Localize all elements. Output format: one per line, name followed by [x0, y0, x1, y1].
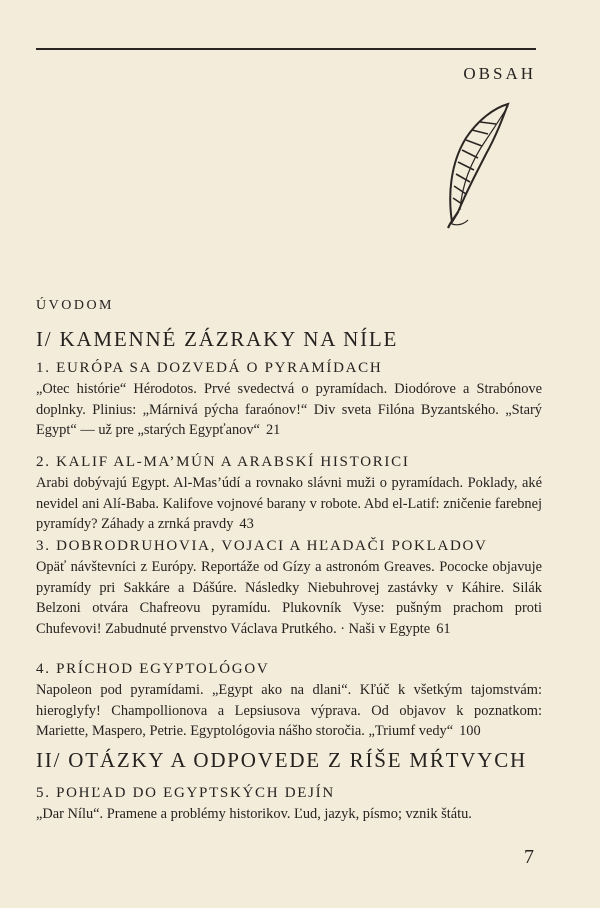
chapter-summary: „Dar Nílu“. Pramene a problémy historikov. Ľud, jazyk, písmo; vznik štátu.	[36, 806, 472, 822]
part-title-1: I/ KAMENNÉ ZÁZRAKY NA NÍLE	[36, 327, 399, 351]
chapter-title: 3. DOBRODRUHOVIA, VOJACI A HĽADAČI POKLADOV	[36, 538, 488, 554]
chapter-title: 1. EURÓPA SA DOZVEDÁ O PYRAMÍDACH	[36, 360, 383, 376]
chapter-summary: Opäť návštevníci z Európy. Reportáže od Gízy a astronóm Greaves. Pococke objavuje pyramídy pri Sakkáre a Dášúre. Následky Niebuhrovej zastávky v Káhire. Silák Belzoni otvára Chafreovu pyramídu. Plukovník Vyse: pušným prachom proti Chufevovi! Zabudnuté prvenstvo Václava Prutkého. · Naši v Egypte 61	[36, 559, 542, 637]
chapter-entry	[36, 538, 542, 639]
chapter-page-number: 100	[459, 723, 481, 740]
chapter-page-number: 43	[239, 516, 254, 533]
chapter-entry	[36, 454, 542, 535]
chapter-entry	[36, 785, 542, 825]
chapter-title: 4. PRÍCHOD EGYPTOLÓGOV	[36, 661, 270, 677]
chapter-entry	[36, 360, 542, 441]
quill-icon	[438, 100, 514, 230]
chapter-title: 2. KALIF AL-MA’MÚN A ARABSKÍ HISTORICI	[36, 454, 410, 470]
chapter-summary: Arabi dobývajú Egypt. Al-Mas’údí a rovnako slávni muži o pyramídach. Poklady, aké nevidel ani Alí-Baba. Kalifove vojnové barany v robote. Abd el-Latif: zničenie farebnej pyramídy? Záhady a zrnká pravdy 43	[36, 475, 542, 533]
chapter-page-number: 61	[436, 620, 451, 637]
page-number: 7	[524, 846, 534, 868]
chapter-page-number: 21	[265, 422, 281, 439]
page-title: OBSAH	[463, 64, 536, 83]
top-rule	[36, 48, 536, 50]
part-title-2: II/ OTÁZKY A ODPOVEDE Z RÍŠE MŔTVYCH	[36, 748, 528, 772]
chapter-title: 5. POHĽAD DO EGYPTSKÝCH DEJÍN	[36, 785, 335, 801]
intro-heading: ÚVODOM	[36, 298, 114, 313]
chapter-summary: „Otec histórie“ Hérodotos. Prvé svedectvá o pyramídach. Diodórove a Strabónove doplnky. Plinius: „Márnivá pýcha faraónov!“ Div sveta Filóna Byzantského. „Starý Egypt“ — už pre „starých Egypťanov“ 21	[36, 381, 542, 439]
chapter-summary: Napoleon pod pyramídami. „Egypt ako na dlani“. Kľúč k všetkým tajomstvám: hieroglyfy! Champollionova a Lepsiusova výprava. Od objavov k poznatkom: Mariette, Maspero, Petrie. Egyptológovia nášho storočia. „Triumf vedy“ 100	[36, 682, 542, 740]
chapter-entry	[36, 661, 542, 742]
